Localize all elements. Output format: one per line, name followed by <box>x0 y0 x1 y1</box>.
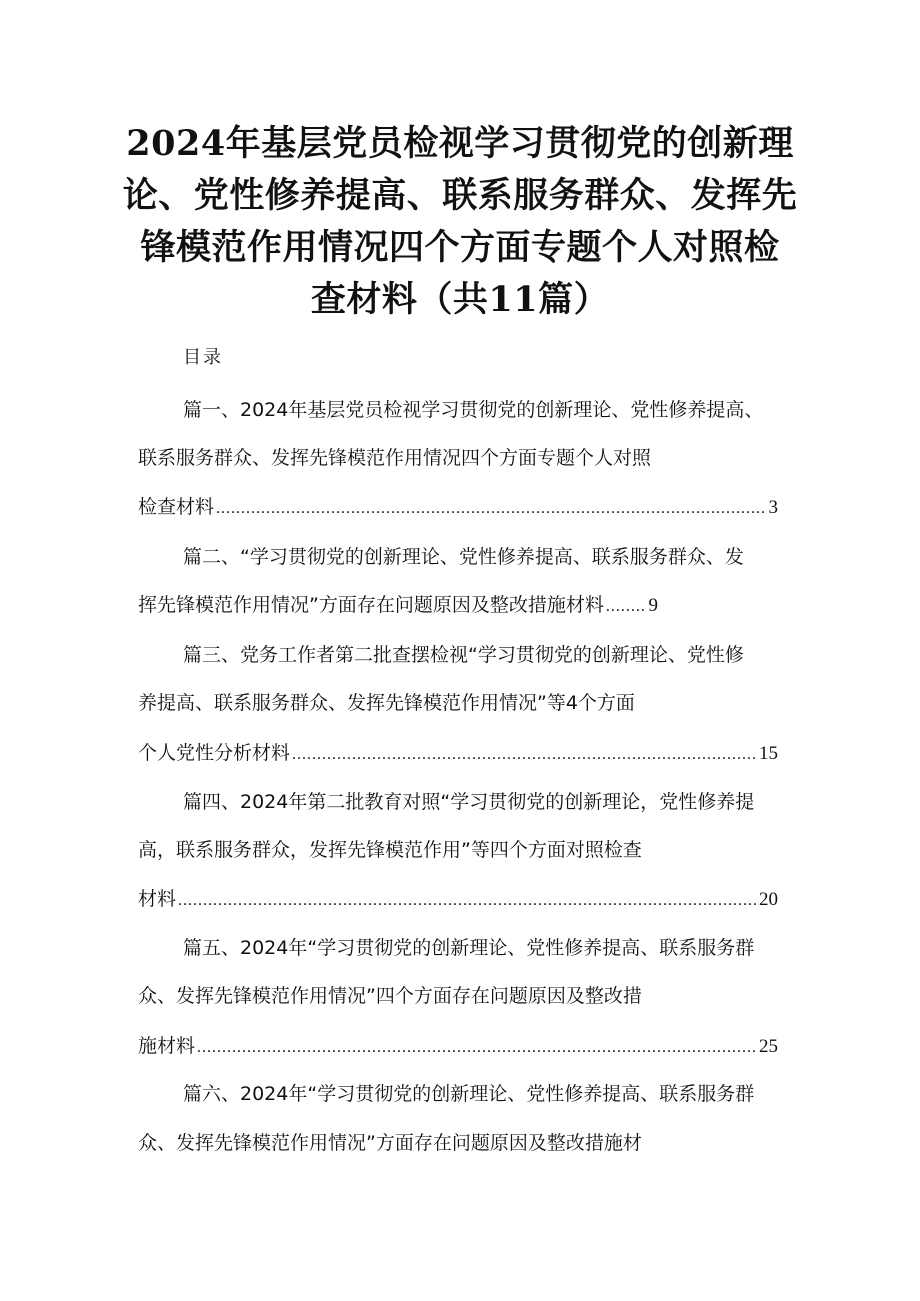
toc-entry-5-text: 施材料 <box>138 1035 196 1057</box>
toc-entry-1-page: 3 <box>768 497 778 518</box>
leader-dots <box>197 1035 757 1061</box>
toc-entry-5-line-2[interactable]: 众、发挥先锋模范作用情况”四个方面存在问题原因及整改措 <box>138 985 642 1007</box>
toc-entry-1-line-1[interactable]: 篇一、2024年基层党员检视学习贯彻党的创新理论、党性修养提高、 <box>183 399 764 421</box>
title-line: 2024年基层党员检视学习贯彻党的创新理 <box>126 123 794 164</box>
toc-entry-3-line-1[interactable]: 篇三、党务工作者第二批查摆检视“学习贯彻党的创新理论、党性修 <box>183 644 744 666</box>
toc-entry-2-text: 挥先锋模范作用情况”方面存在问题原因及整改措施材料 <box>138 594 604 616</box>
leader-dots <box>606 594 647 620</box>
toc-entry-3-text: 个人党性分析材料 <box>138 742 291 764</box>
toc-entry-3-line-2[interactable]: 养提高、联系服务群众、发挥先锋模范作用情况”等4个方面 <box>138 692 635 714</box>
toc-entry-2-page: 9 <box>648 595 658 616</box>
toc-entry-6-line-2[interactable]: 众、发挥先锋模范作用情况”方面存在问题原因及整改措施材 <box>138 1132 642 1154</box>
toc-entry-3-last-line[interactable] <box>138 740 778 768</box>
toc-heading: 目录 <box>183 347 223 368</box>
toc-entry-5-page: 25 <box>759 1036 778 1057</box>
toc-entry-3-page: 15 <box>759 743 778 764</box>
toc-entry-4-line-2[interactable]: 高，联系服务群众，发挥先锋模范作用”等四个方面对照检查 <box>138 839 642 861</box>
toc-entry-6-line-1[interactable]: 篇六、2024年“学习贯彻党的创新理论、党性修养提高、联系服务群 <box>183 1083 755 1105</box>
toc-entry-1-last-line[interactable] <box>138 494 778 522</box>
toc-entry-5-last-line[interactable] <box>138 1033 778 1061</box>
document-title <box>120 118 800 326</box>
title-line: 查材料（共11篇） <box>310 279 610 320</box>
toc-entry-1-line-2[interactable]: 联系服务群众、发挥先锋模范作用情况四个方面专题个人对照 <box>138 447 652 469</box>
leader-dots <box>216 496 766 522</box>
toc-entry-2-last-line[interactable] <box>138 592 658 620</box>
toc-entry-5-line-1[interactable]: 篇五、2024年“学习贯彻党的创新理论、党性修养提高、联系服务群 <box>183 937 755 959</box>
leader-dots <box>292 742 757 768</box>
title-line: 论、党性修养提高、联系服务群众、发挥先 <box>122 175 798 216</box>
title-line: 锋模范作用情况四个方面专题个人对照检 <box>140 227 780 268</box>
toc-entry-4-page: 20 <box>759 889 778 910</box>
toc-entry-4-last-line[interactable] <box>138 886 778 914</box>
toc-entry-1-text: 检查材料 <box>138 496 215 518</box>
toc-entry-2-line-1[interactable]: 篇二、“学习贯彻党的创新理论、党性修养提高、联系服务群众、发 <box>183 546 744 568</box>
toc-entry-4-line-1[interactable]: 篇四、2024年第二批教育对照“学习贯彻党的创新理论，党性修养提 <box>183 791 755 813</box>
toc-entry-4-text: 材料 <box>138 888 177 910</box>
leader-dots <box>178 888 757 914</box>
